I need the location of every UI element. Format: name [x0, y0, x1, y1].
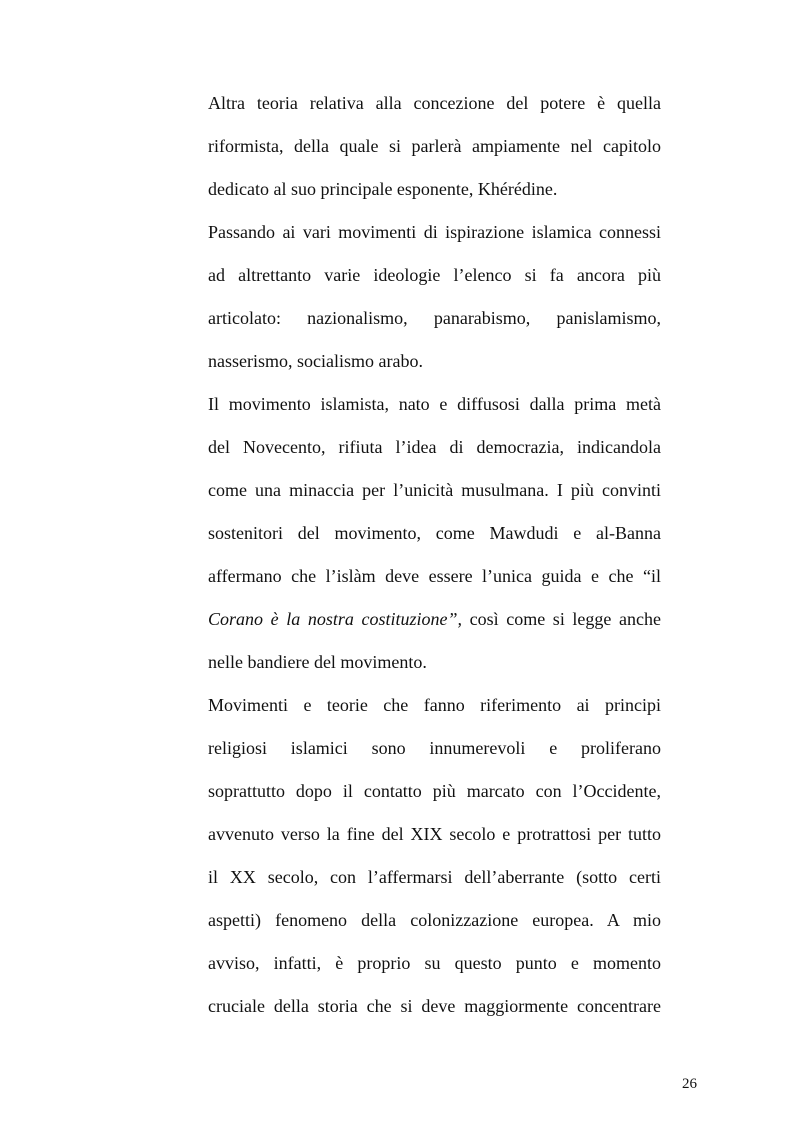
text-line: come una minaccia per l’unicità musulmana. I più convinti — [208, 480, 661, 500]
text-line: Il movimento islamista, nato e diffusosi dalla prima metà — [208, 394, 661, 414]
text-line: Movimenti e teorie che fanno riferimento ai principi — [208, 695, 661, 715]
text-line: nasserismo, socialismo arabo. — [208, 351, 423, 371]
text-line: riformista, della quale si parlerà ampiamente nel capitolo — [208, 136, 661, 156]
text-line: dedicato al suo principale esponente, Khérédine. — [208, 179, 558, 199]
text-line: articolato: nazionalismo, panarabismo, panislamismo, — [208, 308, 661, 328]
text-line: nelle bandiere del movimento. — [208, 652, 427, 672]
paragraph-4 — [208, 684, 661, 1028]
quoted-italic-text: Corano è la nostra costituzione”, — [208, 609, 462, 629]
text-line: aspetti) fenomeno della colonizzazione europea. A mio — [208, 910, 661, 930]
text-line: del Novecento, rifiuta l’idea di democrazia, indicandola — [208, 437, 661, 457]
text-line: sostenitori del movimento, come Mawdudi e al-Banna — [208, 523, 661, 543]
paragraph-1 — [208, 82, 661, 211]
body-text — [208, 82, 661, 1028]
paragraph-2 — [208, 211, 661, 383]
text-line: affermano che l’islàm deve essere l’unica guida e che “il — [208, 566, 661, 586]
text-line: avvenuto verso la fine del XIX secolo e protrattosi per tutto — [208, 824, 661, 844]
text-line: soprattutto dopo il contatto più marcato con l’Occidente, — [208, 781, 661, 801]
text-line: Passando ai vari movimenti di ispirazione islamica connessi — [208, 222, 661, 242]
text-line: cruciale della storia che si deve maggiormente concentrare — [208, 996, 661, 1016]
paragraph-3 — [208, 383, 661, 684]
text-line-rest: così come si legge anche — [461, 609, 661, 629]
text-line: avviso, infatti, è proprio su questo punto e momento — [208, 953, 661, 973]
text-line-with-quote — [208, 598, 661, 641]
text-line: Altra teoria relativa alla concezione del potere è quella — [208, 93, 661, 113]
text-line: ad altrettanto varie ideologie l’elenco si fa ancora più — [208, 265, 661, 285]
text-line: religiosi islamici sono innumerevoli e proliferano — [208, 738, 661, 758]
text-line: il XX secolo, con l’affermarsi dell’aberrante (sotto certi — [208, 867, 661, 887]
page-number: 26 — [682, 1076, 697, 1092]
